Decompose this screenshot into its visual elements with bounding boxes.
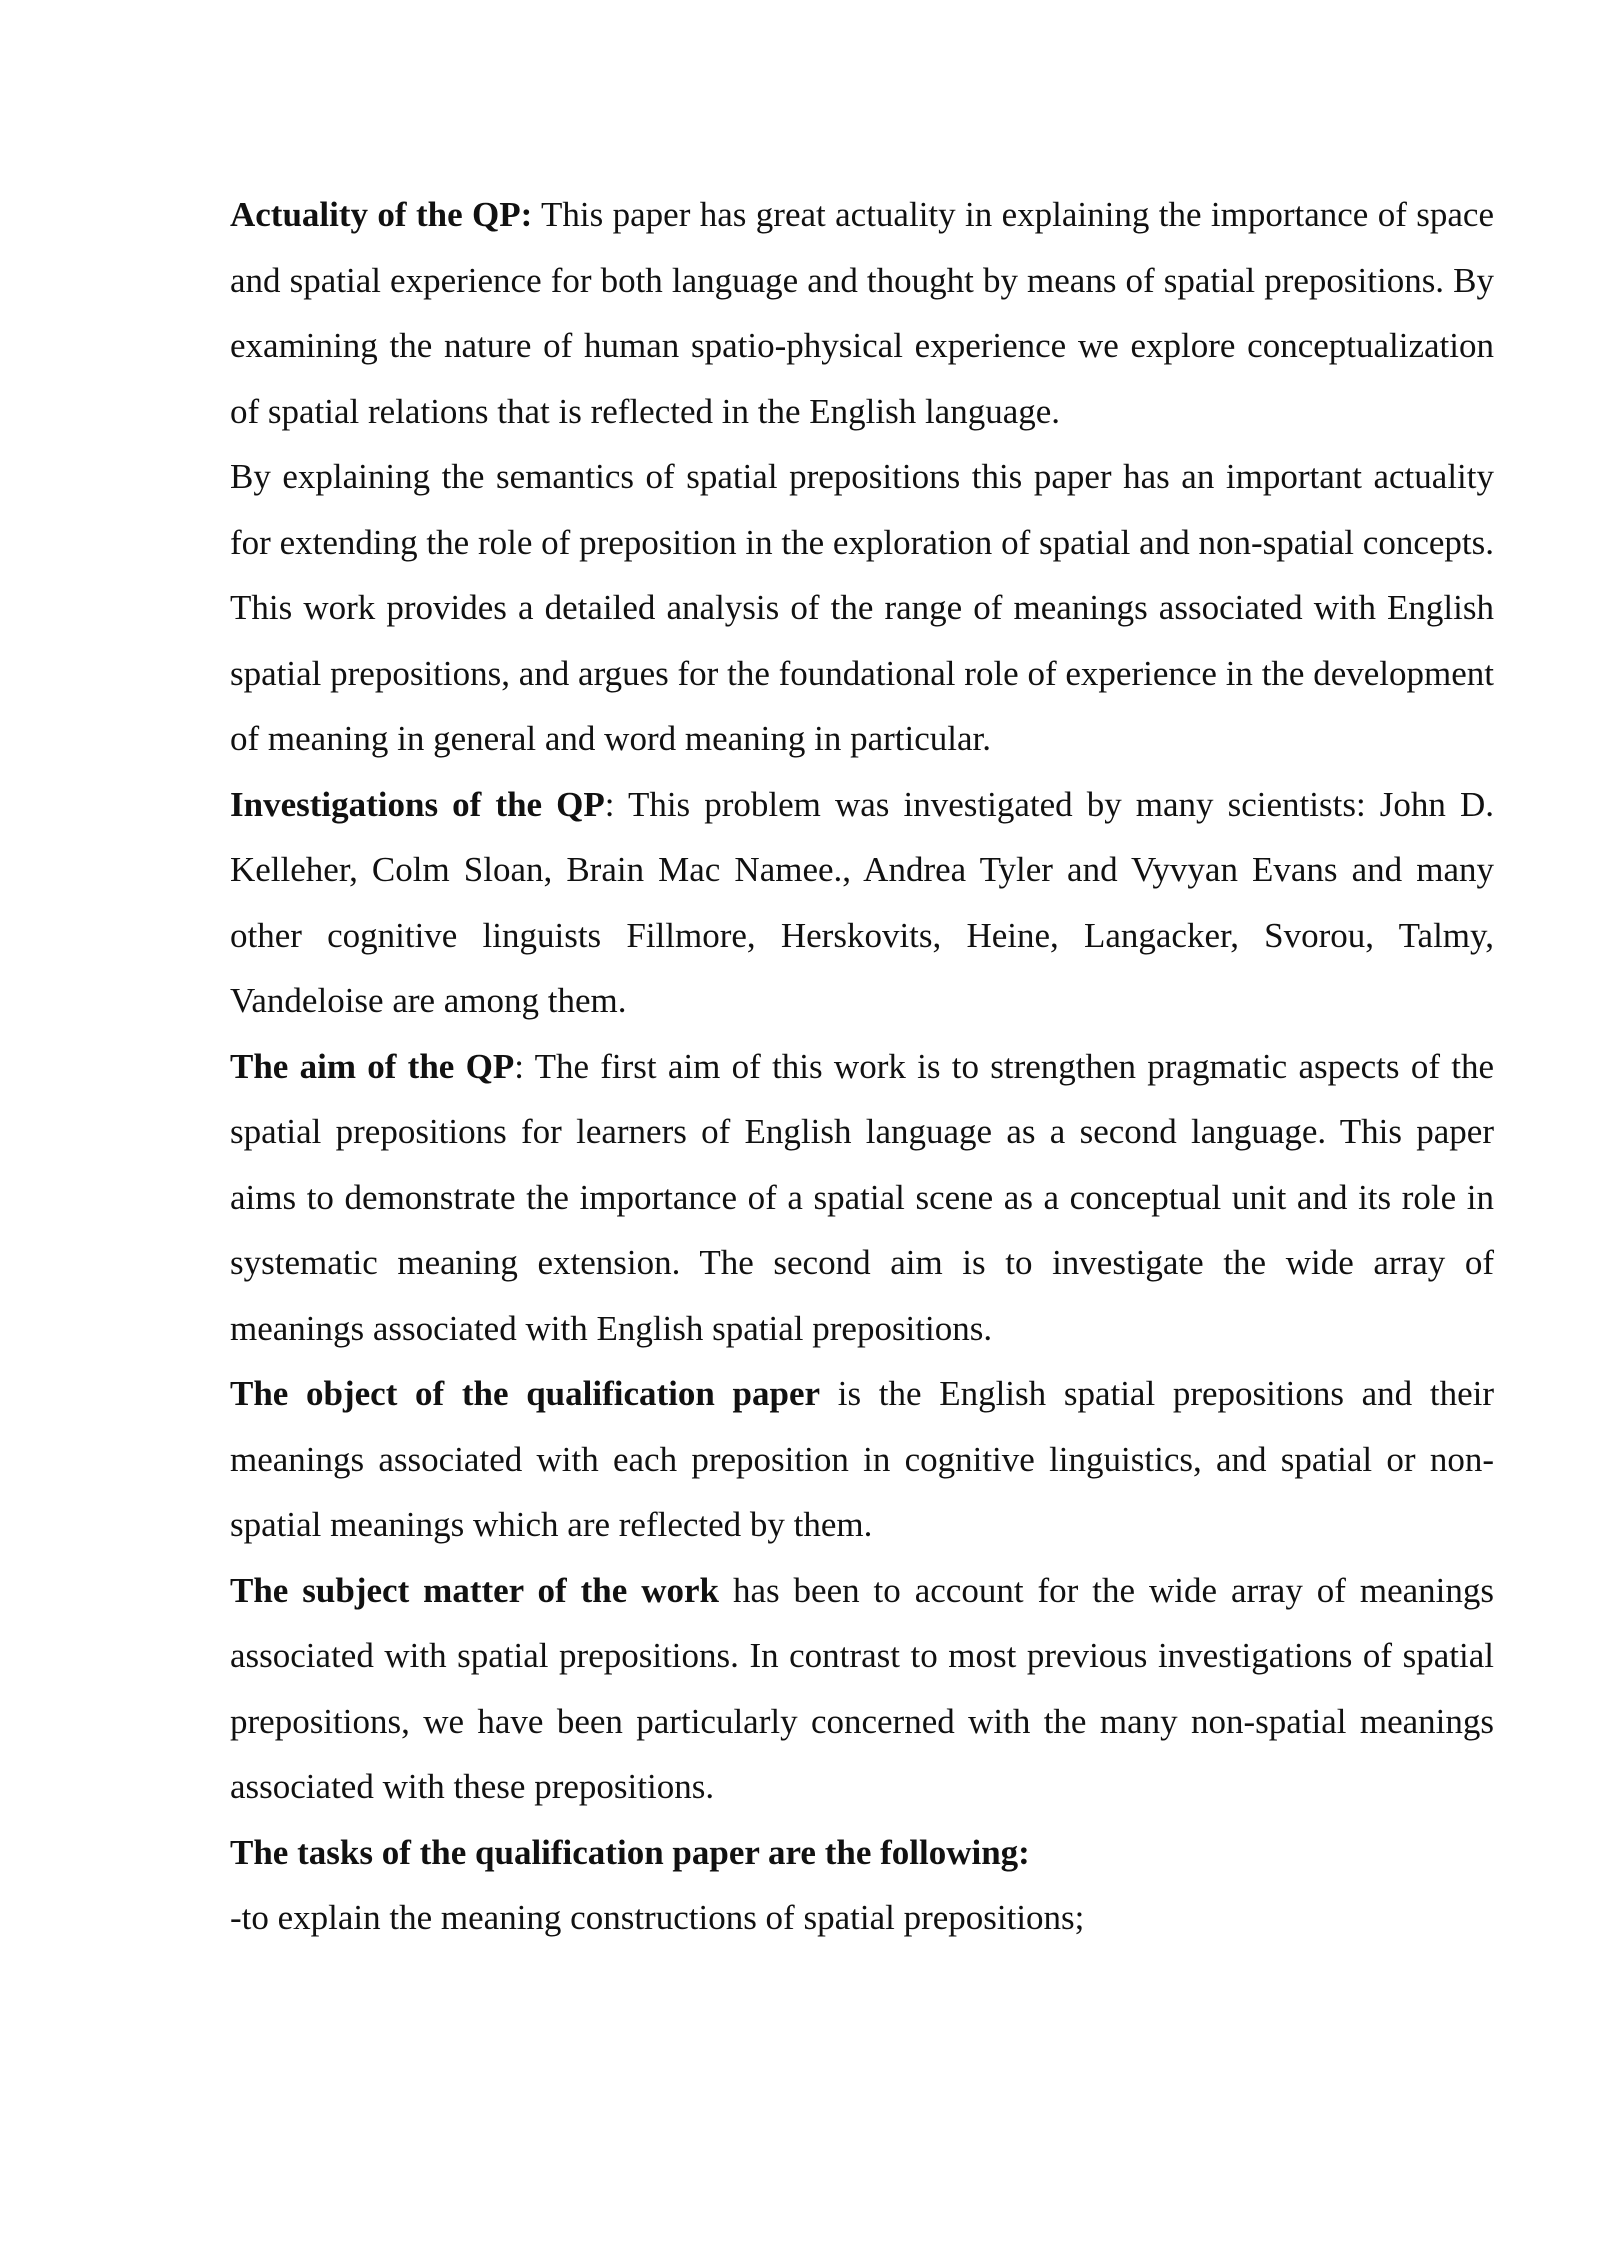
paragraph-heading: Actuality of the QP: [230,195,533,234]
paragraph-heading: The aim of the QP [230,1046,515,1086]
paragraph-heading: The subject matter of the work [230,1570,719,1610]
paragraph-tasks-heading [230,1820,1494,1886]
paragraph-heading: Investigations of the QP [230,784,605,824]
paragraph-aim [230,1034,1494,1362]
paragraph-investigations [230,772,1494,1034]
paragraph-object [230,1361,1494,1558]
paragraph-text: is the English spatial prepositions and their meanings associated with each preposition in cognitive linguistics, and spatial or non-spatial meanings which are reflected by them. [230,1374,1494,1544]
paragraph-actuality-continued [230,444,1494,772]
paragraph-text: By explaining the semantics of spatial prepositions this paper has an important actuality for extending the role of preposition in the exploration of spatial and non-spatial concepts. This work provides a detailed analysis of the range of meanings associated with English spatial prepositions, and argues for the foundational role of experience in the development of meaning in general and word meaning in particular. [230,457,1494,758]
document-body [230,182,1494,1951]
task-list-item [230,1885,1494,1951]
paragraph-text: : The first aim of this work is to strengthen pragmatic aspects of the spatial prepositions for learners of English language as a second language. This paper aims to demonstrate the importance of a spatial scene as a conceptual unit and its role in systematic meaning extension. The second aim is to investigate the wide array of meanings associated with English spatial prepositions. [230,1046,1494,1348]
paragraph-text: This paper has great actuality in explaining the importance of space and spatial experience for both language and thought by means of spatial prepositions. By examining the nature of human spatio-physical experience we explore conceptualization of spatial relations that is reflected in the English language. [230,195,1494,431]
paragraph-heading: The object of the qualification paper [230,1374,821,1413]
paragraph-text: -to explain the meaning constructions of spatial prepositions; [230,1898,1085,1937]
paragraph-actuality [230,182,1494,444]
paragraph-heading: The tasks of the qualification paper are the following: [230,1832,1030,1872]
paragraph-subject-matter [230,1558,1494,1820]
paragraph-text: has been to account for the wide array of meanings associated with spatial prepositions. In contrast to most previous investigations of spatial prepositions, we have been particularly concerned with the many non-spatial meanings associated with these prepositions. [230,1570,1495,1806]
paragraph-text: : This problem was investigated by many scientists: John D. Kelleher, Colm Sloan, Brain Mac Namee., Andrea Tyler and Vyvyan Evans and many other cognitive linguists Fillmore, Herskovits, Heine, Langacker, Svorou, Talmy, Vandeloise are among them. [230,784,1495,1020]
